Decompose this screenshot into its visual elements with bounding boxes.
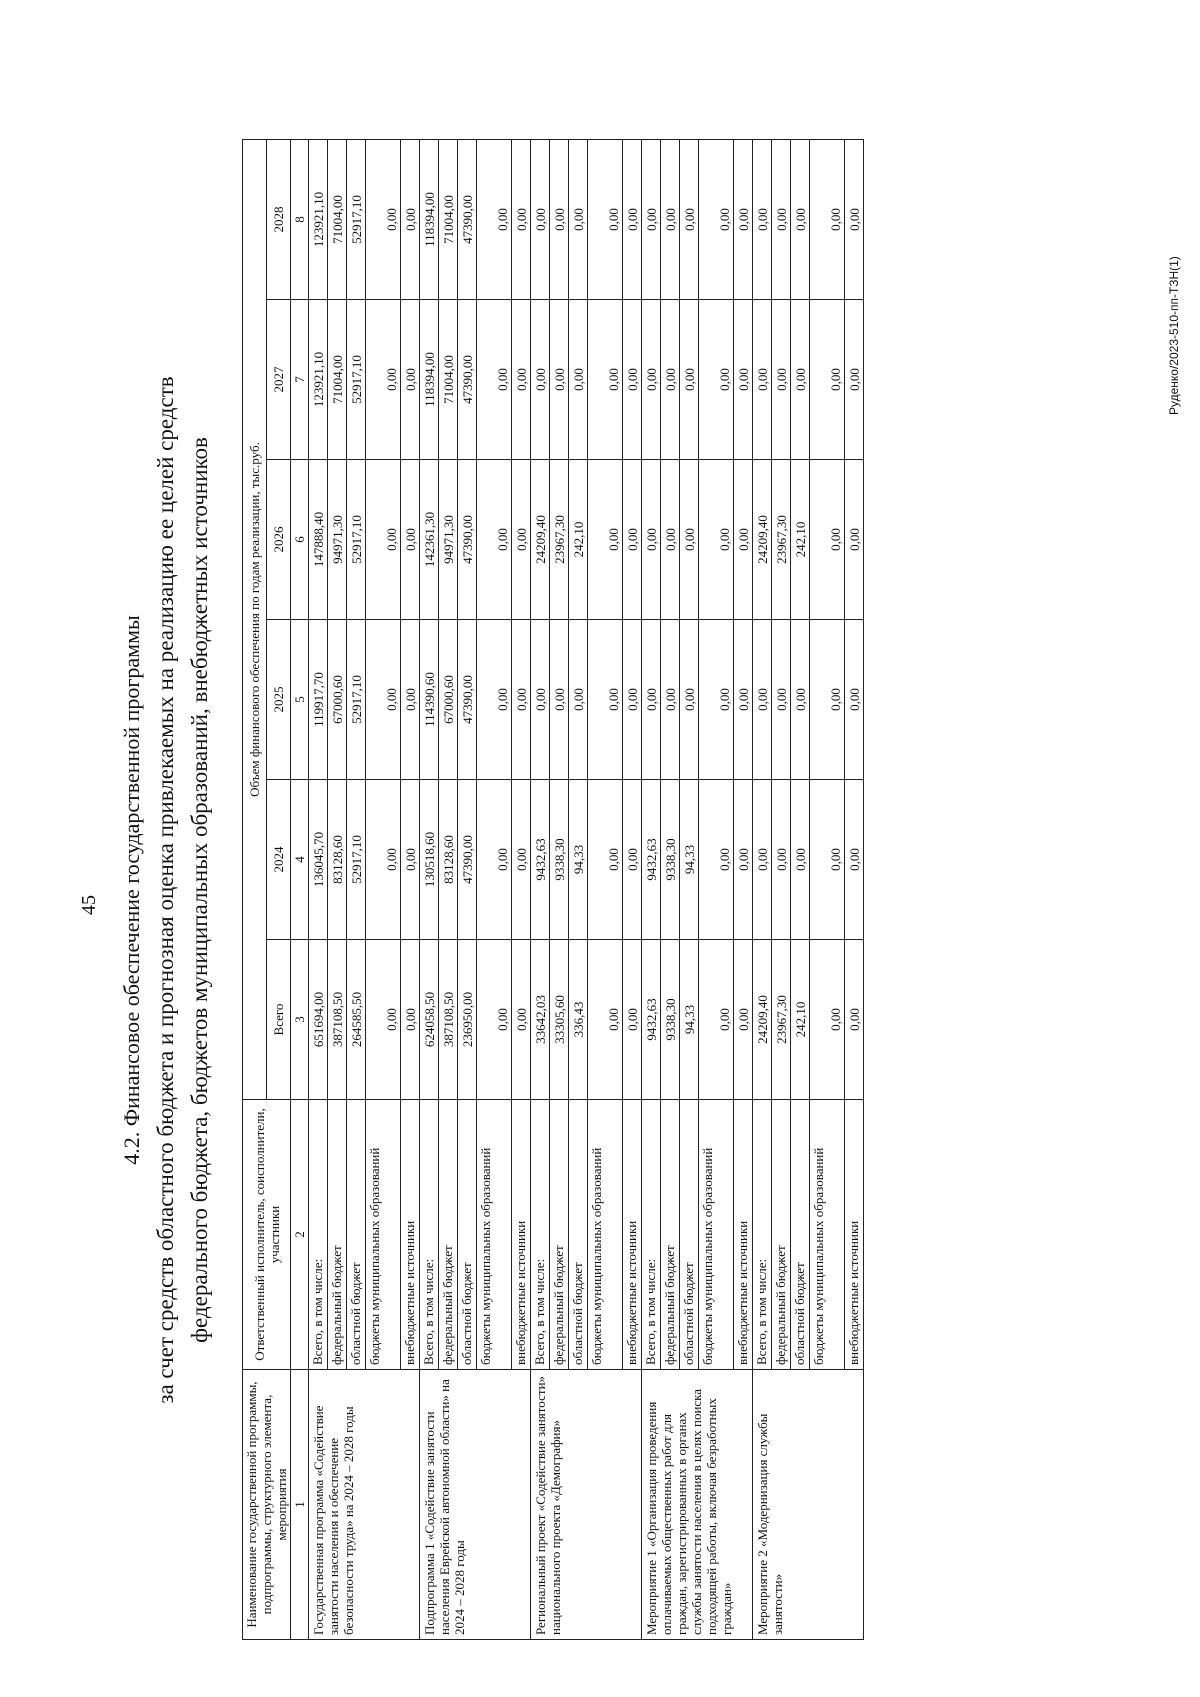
value-cell: 0,00 — [401, 780, 420, 940]
value-cell: 0,00 — [845, 140, 864, 300]
value-cell: 52917,10 — [347, 620, 366, 780]
funding-source-cell: внебюджетные источники — [512, 1100, 531, 1370]
value-cell: 71004,00 — [439, 140, 458, 300]
header-volume: Объем финансового обеспечения по годам реализации, тыс.руб. — [243, 140, 267, 1100]
value-cell: 23967,30 — [772, 940, 791, 1100]
value-cell: 0,00 — [588, 300, 623, 460]
funding-source-cell: областной бюджет — [791, 1100, 810, 1370]
table-row — [309, 140, 328, 1640]
value-cell: 0,00 — [477, 460, 512, 620]
value-cell: 33642,03 — [531, 940, 550, 1100]
value-cell: 0,00 — [734, 460, 753, 620]
value-cell: 0,00 — [401, 140, 420, 300]
value-cell: 0,00 — [366, 620, 401, 780]
column-index: 1 — [291, 1370, 309, 1640]
value-cell: 0,00 — [734, 140, 753, 300]
funding-source-cell: внебюджетные источники — [845, 1100, 864, 1370]
value-cell: 0,00 — [734, 780, 753, 940]
header-total: Всего — [267, 940, 291, 1100]
value-cell: 0,00 — [810, 300, 845, 460]
rotated-page-content — [115, 110, 1115, 1670]
value-cell: 94,33 — [569, 780, 588, 940]
value-cell: 0,00 — [550, 300, 569, 460]
funding-source-cell: федеральный бюджет — [661, 1100, 680, 1370]
value-cell: 0,00 — [477, 940, 512, 1100]
value-cell: 0,00 — [810, 460, 845, 620]
value-cell: 52917,10 — [347, 460, 366, 620]
value-cell: 0,00 — [642, 460, 661, 620]
value-cell: 0,00 — [699, 460, 734, 620]
value-cell: 0,00 — [366, 300, 401, 460]
value-cell: 0,00 — [791, 140, 810, 300]
funding-source-cell: бюджеты муниципальных образований — [810, 1100, 845, 1370]
value-cell: 0,00 — [699, 620, 734, 780]
funding-source-cell: областной бюджет — [680, 1100, 699, 1370]
value-cell: 0,00 — [512, 620, 531, 780]
value-cell: 0,00 — [810, 620, 845, 780]
value-cell: 336,43 — [569, 940, 588, 1100]
value-cell: 0,00 — [401, 620, 420, 780]
value-cell: 0,00 — [531, 140, 550, 300]
value-cell: 0,00 — [680, 140, 699, 300]
value-cell: 94,33 — [680, 940, 699, 1100]
program-name-cell: Мероприятие 2 «Модернизация службы занятости» — [753, 1370, 864, 1640]
value-cell: 0,00 — [699, 940, 734, 1100]
value-cell: 83128,60 — [328, 780, 347, 940]
value-cell: 0,00 — [623, 300, 642, 460]
funding-source-cell: областной бюджет — [347, 1100, 366, 1370]
value-cell: 24209,40 — [531, 460, 550, 620]
value-cell: 23967,30 — [772, 460, 791, 620]
value-cell: 0,00 — [366, 140, 401, 300]
value-cell: 0,00 — [661, 620, 680, 780]
value-cell: 624058,50 — [420, 940, 439, 1100]
value-cell: 83128,60 — [439, 780, 458, 940]
value-cell: 0,00 — [512, 780, 531, 940]
value-cell: 0,00 — [366, 460, 401, 620]
value-cell: 9338,30 — [661, 940, 680, 1100]
value-cell: 47390,00 — [458, 460, 477, 620]
funding-source-cell: федеральный бюджет — [550, 1100, 569, 1370]
value-cell: 47390,00 — [458, 780, 477, 940]
value-cell: 118394,00 — [420, 300, 439, 460]
column-index-row — [291, 140, 309, 1640]
table-row — [642, 140, 661, 1640]
value-cell: 47390,00 — [458, 300, 477, 460]
value-cell: 0,00 — [623, 940, 642, 1100]
value-cell: 9432,63 — [642, 940, 661, 1100]
value-cell: 71004,00 — [328, 300, 347, 460]
value-cell: 0,00 — [569, 140, 588, 300]
value-cell: 94,33 — [680, 780, 699, 940]
value-cell: 0,00 — [401, 940, 420, 1100]
value-cell: 119917,70 — [309, 620, 328, 780]
column-index: 5 — [291, 620, 309, 780]
value-cell: 136045,70 — [309, 780, 328, 940]
section-title-block — [115, 110, 217, 1670]
value-cell: 0,00 — [366, 780, 401, 940]
value-cell: 33305,60 — [550, 940, 569, 1100]
value-cell: 0,00 — [699, 140, 734, 300]
value-cell: 23967,30 — [550, 460, 569, 620]
value-cell: 0,00 — [791, 780, 810, 940]
value-cell: 0,00 — [734, 620, 753, 780]
table-row — [753, 140, 772, 1640]
value-cell: 0,00 — [512, 940, 531, 1100]
page-number: 45 — [78, 895, 100, 915]
value-cell: 0,00 — [680, 460, 699, 620]
column-index: 7 — [291, 300, 309, 460]
column-index: 3 — [291, 940, 309, 1100]
value-cell: 0,00 — [531, 620, 550, 780]
value-cell: 0,00 — [512, 140, 531, 300]
value-cell: 387108,50 — [439, 940, 458, 1100]
value-cell: 0,00 — [531, 300, 550, 460]
value-cell: 0,00 — [569, 300, 588, 460]
value-cell: 52917,10 — [347, 780, 366, 940]
header-executor: Ответственный исполнитель, соисполнители, участники — [243, 1100, 291, 1370]
value-cell: 242,10 — [791, 940, 810, 1100]
value-cell: 0,00 — [642, 300, 661, 460]
value-cell: 0,00 — [791, 620, 810, 780]
value-cell: 0,00 — [623, 460, 642, 620]
value-cell: 0,00 — [661, 140, 680, 300]
value-cell: 0,00 — [680, 300, 699, 460]
value-cell: 0,00 — [588, 140, 623, 300]
value-cell: 0,00 — [661, 460, 680, 620]
value-cell: 0,00 — [661, 300, 680, 460]
value-cell: 0,00 — [642, 620, 661, 780]
value-cell: 242,10 — [569, 460, 588, 620]
value-cell: 387108,50 — [328, 940, 347, 1100]
value-cell: 0,00 — [569, 620, 588, 780]
header-year-2026: 2026 — [267, 460, 291, 620]
value-cell: 0,00 — [477, 620, 512, 780]
table-row — [531, 140, 550, 1640]
value-cell: 0,00 — [512, 300, 531, 460]
value-cell: 47390,00 — [458, 140, 477, 300]
value-cell: 0,00 — [680, 620, 699, 780]
table-body — [309, 140, 864, 1640]
table-row — [420, 140, 439, 1640]
funding-source-cell: областной бюджет — [569, 1100, 588, 1370]
value-cell: 118394,00 — [420, 140, 439, 300]
funding-source-cell: внебюджетные источники — [734, 1100, 753, 1370]
value-cell: 0,00 — [623, 140, 642, 300]
value-cell: 264585,50 — [347, 940, 366, 1100]
value-cell: 9432,63 — [642, 780, 661, 940]
funding-source-cell: Всего, в том числе: — [531, 1100, 550, 1370]
value-cell: 130518,60 — [420, 780, 439, 940]
value-cell: 0,00 — [477, 780, 512, 940]
value-cell: 123921,10 — [309, 140, 328, 300]
header-year-2024: 2024 — [267, 780, 291, 940]
section-title: 4.2. Финансовое обеспечение государственной программы — [119, 615, 144, 1165]
header-year-2027: 2027 — [267, 300, 291, 460]
value-cell: 0,00 — [845, 620, 864, 780]
funding-source-cell: Всего, в том числе: — [753, 1100, 772, 1370]
value-cell: 0,00 — [772, 140, 791, 300]
funding-source-cell: бюджеты муниципальных образований — [699, 1100, 734, 1370]
funding-source-cell: Всего, в том числе: — [420, 1100, 439, 1370]
value-cell: 0,00 — [753, 300, 772, 460]
value-cell: 24209,40 — [753, 940, 772, 1100]
column-index: 4 — [291, 780, 309, 940]
header-name: Наименование государственной программы, подпрограммы, структурного элемента, мероприятия — [243, 1370, 291, 1640]
program-name-cell: Мероприятие 1 «Организация проведения оплачиваемых общественных работ для граждан, зарегистрированных в органах службы занятости населения в целях поиска подходящей работы, включая безработных граждан» — [642, 1370, 753, 1640]
program-name-cell: Подпрограмма 1 «Содействие занятости населения Еврейской автономной области» на 2024 – 2028 годы — [420, 1370, 531, 1640]
header-year-2028: 2028 — [267, 140, 291, 300]
value-cell: 0,00 — [734, 940, 753, 1100]
value-cell: 47390,00 — [458, 620, 477, 780]
funding-source-cell: областной бюджет — [458, 1100, 477, 1370]
value-cell: 0,00 — [845, 940, 864, 1100]
value-cell: 9432,63 — [531, 780, 550, 940]
value-cell: 0,00 — [401, 300, 420, 460]
funding-source-cell: бюджеты муниципальных образований — [477, 1100, 512, 1370]
value-cell: 142361,30 — [420, 460, 439, 620]
section-subtitle-line-2: федерального бюджета, бюджетов муниципальных образований, внебюджетных источников — [187, 437, 212, 1343]
value-cell: 0,00 — [791, 300, 810, 460]
value-cell: 0,00 — [642, 140, 661, 300]
value-cell: 0,00 — [845, 300, 864, 460]
value-cell: 0,00 — [810, 140, 845, 300]
funding-source-cell: Всего, в том числе: — [642, 1100, 661, 1370]
value-cell: 0,00 — [699, 300, 734, 460]
column-index: 8 — [291, 140, 309, 300]
value-cell: 0,00 — [588, 780, 623, 940]
header-year-2025: 2025 — [267, 620, 291, 780]
value-cell: 24209,40 — [753, 460, 772, 620]
value-cell: 0,00 — [845, 460, 864, 620]
table-header — [243, 140, 309, 1640]
value-cell: 71004,00 — [439, 300, 458, 460]
value-cell: 52917,10 — [347, 300, 366, 460]
value-cell: 0,00 — [550, 140, 569, 300]
value-cell: 114390,60 — [420, 620, 439, 780]
funding-source-cell: Всего, в том числе: — [309, 1100, 328, 1370]
value-cell: 0,00 — [753, 780, 772, 940]
funding-source-cell: федеральный бюджет — [328, 1100, 347, 1370]
value-cell: 0,00 — [366, 940, 401, 1100]
value-cell: 9338,30 — [550, 780, 569, 940]
funding-source-cell: внебюджетные источники — [401, 1100, 420, 1370]
value-cell: 67000,60 — [439, 620, 458, 780]
value-cell: 9338,30 — [661, 780, 680, 940]
value-cell: 0,00 — [588, 940, 623, 1100]
value-cell: 0,00 — [772, 620, 791, 780]
value-cell: 67000,60 — [328, 620, 347, 780]
value-cell: 242,10 — [791, 460, 810, 620]
value-cell: 0,00 — [588, 620, 623, 780]
value-cell: 0,00 — [753, 140, 772, 300]
value-cell: 0,00 — [477, 300, 512, 460]
value-cell: 0,00 — [623, 780, 642, 940]
column-index: 6 — [291, 460, 309, 620]
value-cell: 0,00 — [753, 620, 772, 780]
value-cell: 236950,00 — [458, 940, 477, 1100]
value-cell: 94971,30 — [328, 460, 347, 620]
section-subtitle-line-1: за счет средств областного бюджета и прогнозная оценка привлекаемых на реализацию ее целей средств — [153, 376, 178, 1404]
value-cell: 0,00 — [512, 460, 531, 620]
funding-source-cell: бюджеты муниципальных образований — [588, 1100, 623, 1370]
value-cell: 52917,10 — [347, 140, 366, 300]
value-cell: 651694,00 — [309, 940, 328, 1100]
value-cell: 0,00 — [401, 460, 420, 620]
value-cell: 0,00 — [810, 940, 845, 1100]
funding-source-cell: внебюджетные источники — [623, 1100, 642, 1370]
funding-source-cell: федеральный бюджет — [772, 1100, 791, 1370]
value-cell: 0,00 — [845, 780, 864, 940]
document-code: Руденко/2023-510-пп-ТЗН(1) — [1167, 256, 1181, 415]
funding-source-cell: бюджеты муниципальных образований — [366, 1100, 401, 1370]
value-cell: 0,00 — [623, 620, 642, 780]
value-cell: 0,00 — [588, 460, 623, 620]
value-cell: 0,00 — [734, 300, 753, 460]
funding-source-cell: федеральный бюджет — [439, 1100, 458, 1370]
value-cell: 94971,30 — [439, 460, 458, 620]
value-cell: 0,00 — [699, 780, 734, 940]
value-cell: 71004,00 — [328, 140, 347, 300]
value-cell: 0,00 — [810, 780, 845, 940]
value-cell: 0,00 — [477, 140, 512, 300]
column-index: 2 — [291, 1100, 309, 1370]
value-cell: 123921,10 — [309, 300, 328, 460]
value-cell: 0,00 — [772, 780, 791, 940]
program-name-cell: Региональный проект «Содействие занятости» национального проекта «Демография» — [531, 1370, 642, 1640]
financing-table — [242, 139, 864, 1640]
value-cell: 147888,40 — [309, 460, 328, 620]
value-cell: 0,00 — [772, 300, 791, 460]
value-cell: 0,00 — [550, 620, 569, 780]
program-name-cell: Государственная программа «Содействие занятости населения и обеспечение безопасности труда» на 2024 – 2028 годы — [309, 1370, 420, 1640]
